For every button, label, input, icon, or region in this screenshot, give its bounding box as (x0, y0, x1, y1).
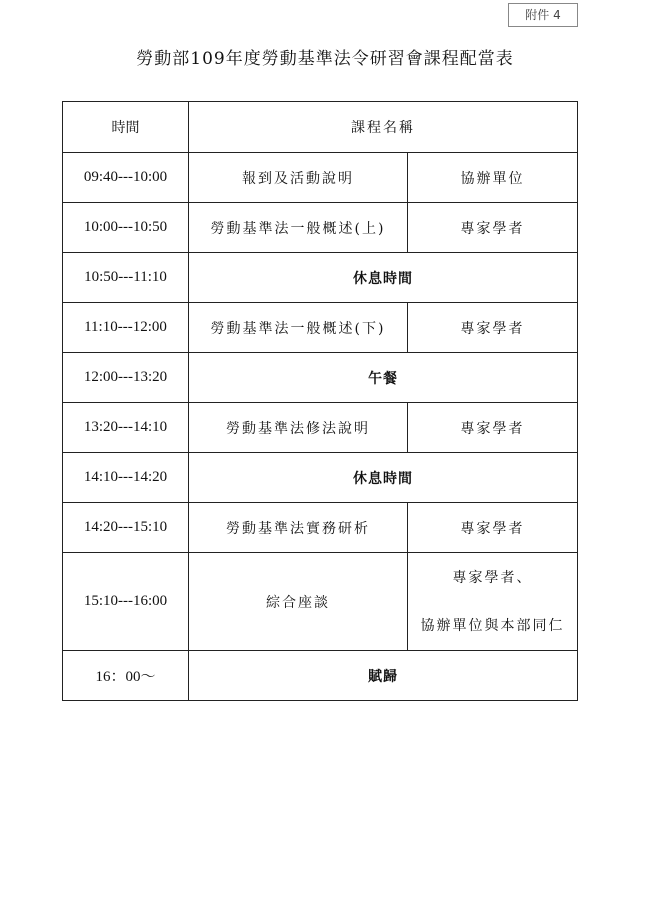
course-cell: 綜合座談 (189, 553, 408, 651)
table-row (63, 153, 578, 203)
table-row (63, 303, 578, 353)
course-cell: 賦歸 (189, 651, 578, 701)
course-cell: 休息時間 (189, 453, 578, 503)
table-row (63, 203, 578, 253)
unit-cell (408, 553, 578, 651)
table-row (63, 403, 578, 453)
time-cell: 15:10---16:00 (63, 553, 189, 651)
unit-cell: 協辦單位 (408, 153, 578, 203)
table-row (63, 503, 578, 553)
table-row (63, 651, 578, 701)
unit-cell: 專家學者 (408, 403, 578, 453)
course-cell: 勞動基準法修法說明 (189, 403, 408, 453)
unit-cell: 專家學者 (408, 203, 578, 253)
unit-cell: 專家學者 (408, 303, 578, 353)
unit-cell: 專家學者 (408, 503, 578, 553)
time-cell: 11:10---12:00 (63, 303, 189, 353)
table-row (63, 253, 578, 303)
time-cell: 10:50---11:10 (63, 253, 189, 303)
header-row (63, 102, 578, 153)
header-time: 時間 (63, 102, 189, 153)
table-row (63, 453, 578, 503)
header-course: 課程名稱 (189, 102, 578, 153)
schedule-table (62, 101, 578, 701)
unit-line: 協辦單位與本部同仁 (420, 617, 565, 634)
time-cell: 10:00---10:50 (63, 203, 189, 253)
time-cell: 14:10---14:20 (63, 453, 189, 503)
course-cell: 休息時間 (189, 253, 578, 303)
page-title: 勞動部109年度勞動基準法令研習會課程配當表 (136, 49, 514, 69)
course-cell: 報到及活動說明 (189, 153, 408, 203)
attachment-label: 附件 4 (508, 3, 578, 27)
course-cell: 勞動基準法實務研析 (189, 503, 408, 553)
time-cell: 12:00---13:20 (63, 353, 189, 403)
table-row (63, 553, 578, 651)
table-row (63, 353, 578, 403)
time-cell: 09:40---10:00 (63, 153, 189, 203)
time-cell: 13:20---14:10 (63, 403, 189, 453)
time-cell: 16：00～ (63, 651, 189, 701)
course-cell: 午餐 (189, 353, 578, 403)
unit-line: 專家學者、 (452, 569, 533, 586)
course-cell: 勞動基準法一般概述(上) (189, 203, 408, 253)
time-cell: 14:20---15:10 (63, 503, 189, 553)
course-cell: 勞動基準法一般概述(下) (189, 303, 408, 353)
